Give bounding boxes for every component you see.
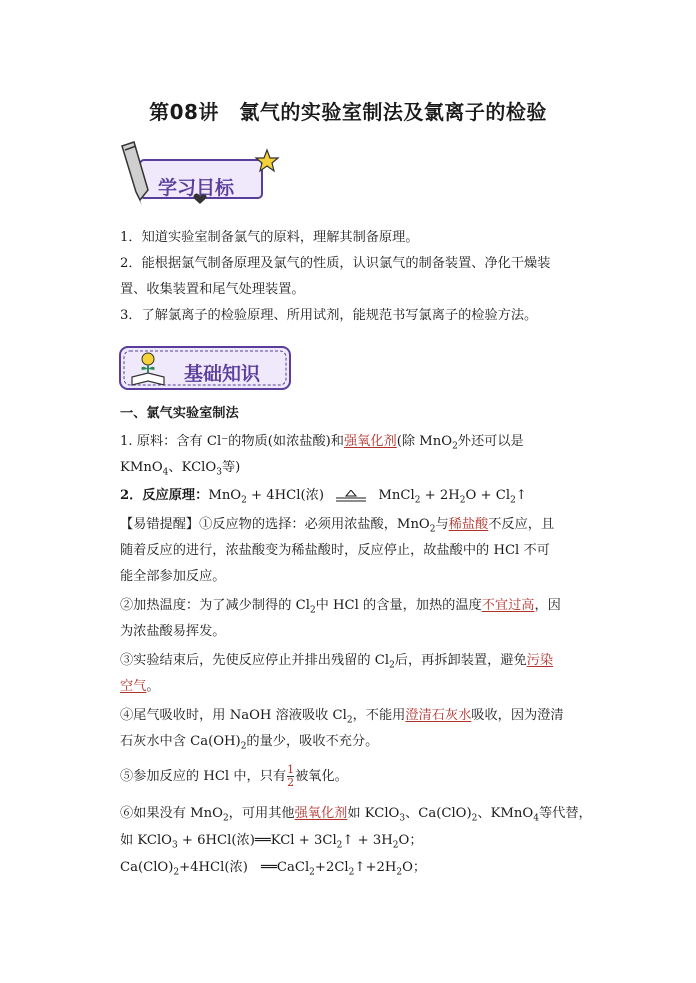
dilute-hcl-highlight: 稀盐酸 — [448, 517, 489, 532]
warning-6-line-1: ⑥如果没有 MnO$_2$，可用其他强氧化剂如 KClO$_3$、$Ca(ClO)_2$、KMnO$_4$等代替， — [120, 806, 592, 824]
objective-1: 1．知道实验室制备氯气的原料，理解其制备原理。 — [120, 230, 419, 245]
warning-6-line-3: $Ca(ClO)_2+4HCl$(浓) $══CaCl_2+2Cl_2↑+2H_2O$； — [120, 860, 427, 878]
learning-goals-label: 学习目标 — [158, 177, 235, 199]
section-heading-chlorine-lab-prep: 一、氯气实验室制法 — [120, 406, 239, 421]
strong-oxidant-highlight: 强氧化剂 — [343, 434, 397, 449]
pollute-highlight: 污染 — [526, 653, 554, 668]
warning-1-line-1: 【易错提醒】①反应物的选择：必须用浓盐酸，MnO$_2$与稀盐酸不反应，且 — [120, 517, 555, 535]
page-title: 第08讲 氯气的实验室制法及氯离子的检验 — [149, 100, 547, 124]
objective-2a: 2．能根据氯气制备原理及氯气的性质，认识氯气的制备装置、净化干燥装 — [120, 256, 551, 271]
warning-6-line-2: 如 KClO$_3$ + 6HCl(浓)══KCl + $3Cl_2↑ + 3H_2O$； — [120, 833, 423, 851]
not-too-high-highlight: 不宜过高 — [481, 598, 535, 613]
warning-1-line-2: 随着反应的进行，浓盐酸变为稀盐酸时，反应停止，故盐酸中的 HCl 不可 — [120, 543, 550, 558]
warning-4-line-2: 石灰水中含 $Ca(OH)_2$的量少，吸收不充分。 — [120, 734, 379, 752]
warning-2-line-2: 为浓盐酸易挥发。 — [120, 624, 226, 639]
warning-1-line-3: 能全部参加反应。 — [120, 569, 226, 584]
raw-materials-line-1: 1. 原料：含有 Cl⁻的物质(如浓盐酸)和强氧化剂(除 MnO$_2$外还可以是 — [120, 434, 524, 452]
one-half-fraction: $\frac{1}{2}$ — [287, 763, 295, 789]
warning-3-line-1: ③实验结束后，先使反应停止并排出残留的 $Cl_2$后，再拆卸装置，避免污染 — [120, 653, 554, 671]
air-highlight: 空气 — [120, 679, 147, 694]
warning-5-line: ⑤参加反应的 HCl 中，只有 $\frac{1}{2}$ 被氧化。 — [120, 763, 348, 789]
objective-3: 3．了解氯离子的检验原理、所用试剂，能规范书写氯离子的检验方法。 — [120, 308, 538, 323]
heat-equilibrium-sign — [334, 490, 368, 502]
warning-2-line-1: ②加热温度：为了减少制得的 $Cl_2$中 HCl 的含量，加热的温度不宜过高，因 — [120, 598, 561, 616]
limewater-highlight: 澄清石灰水 — [405, 708, 472, 723]
reaction-principle-line: 2．反应原理：MnO$_2$ + 4HCl(浓) MnCl$_2$ + $2H_2O$ + $Cl_2↑$ — [120, 488, 527, 506]
objective-2b: 置、收集装置和尾气处理装置。 — [120, 282, 305, 297]
raw-materials-line-2: KMnO$_4$、KClO$_3$等) — [120, 460, 241, 478]
basic-knowledge-label: 基础知识 — [184, 363, 261, 385]
warning-3-line-2: 空气。 — [120, 679, 160, 694]
strong-oxidant-highlight-2: 强氧化剂 — [294, 806, 348, 821]
warning-4-line-1: ④尾气吸收时，用 NaOH 溶液吸收 $Cl_2$，不能用澄清石灰水吸收，因为澄清 — [120, 708, 564, 726]
